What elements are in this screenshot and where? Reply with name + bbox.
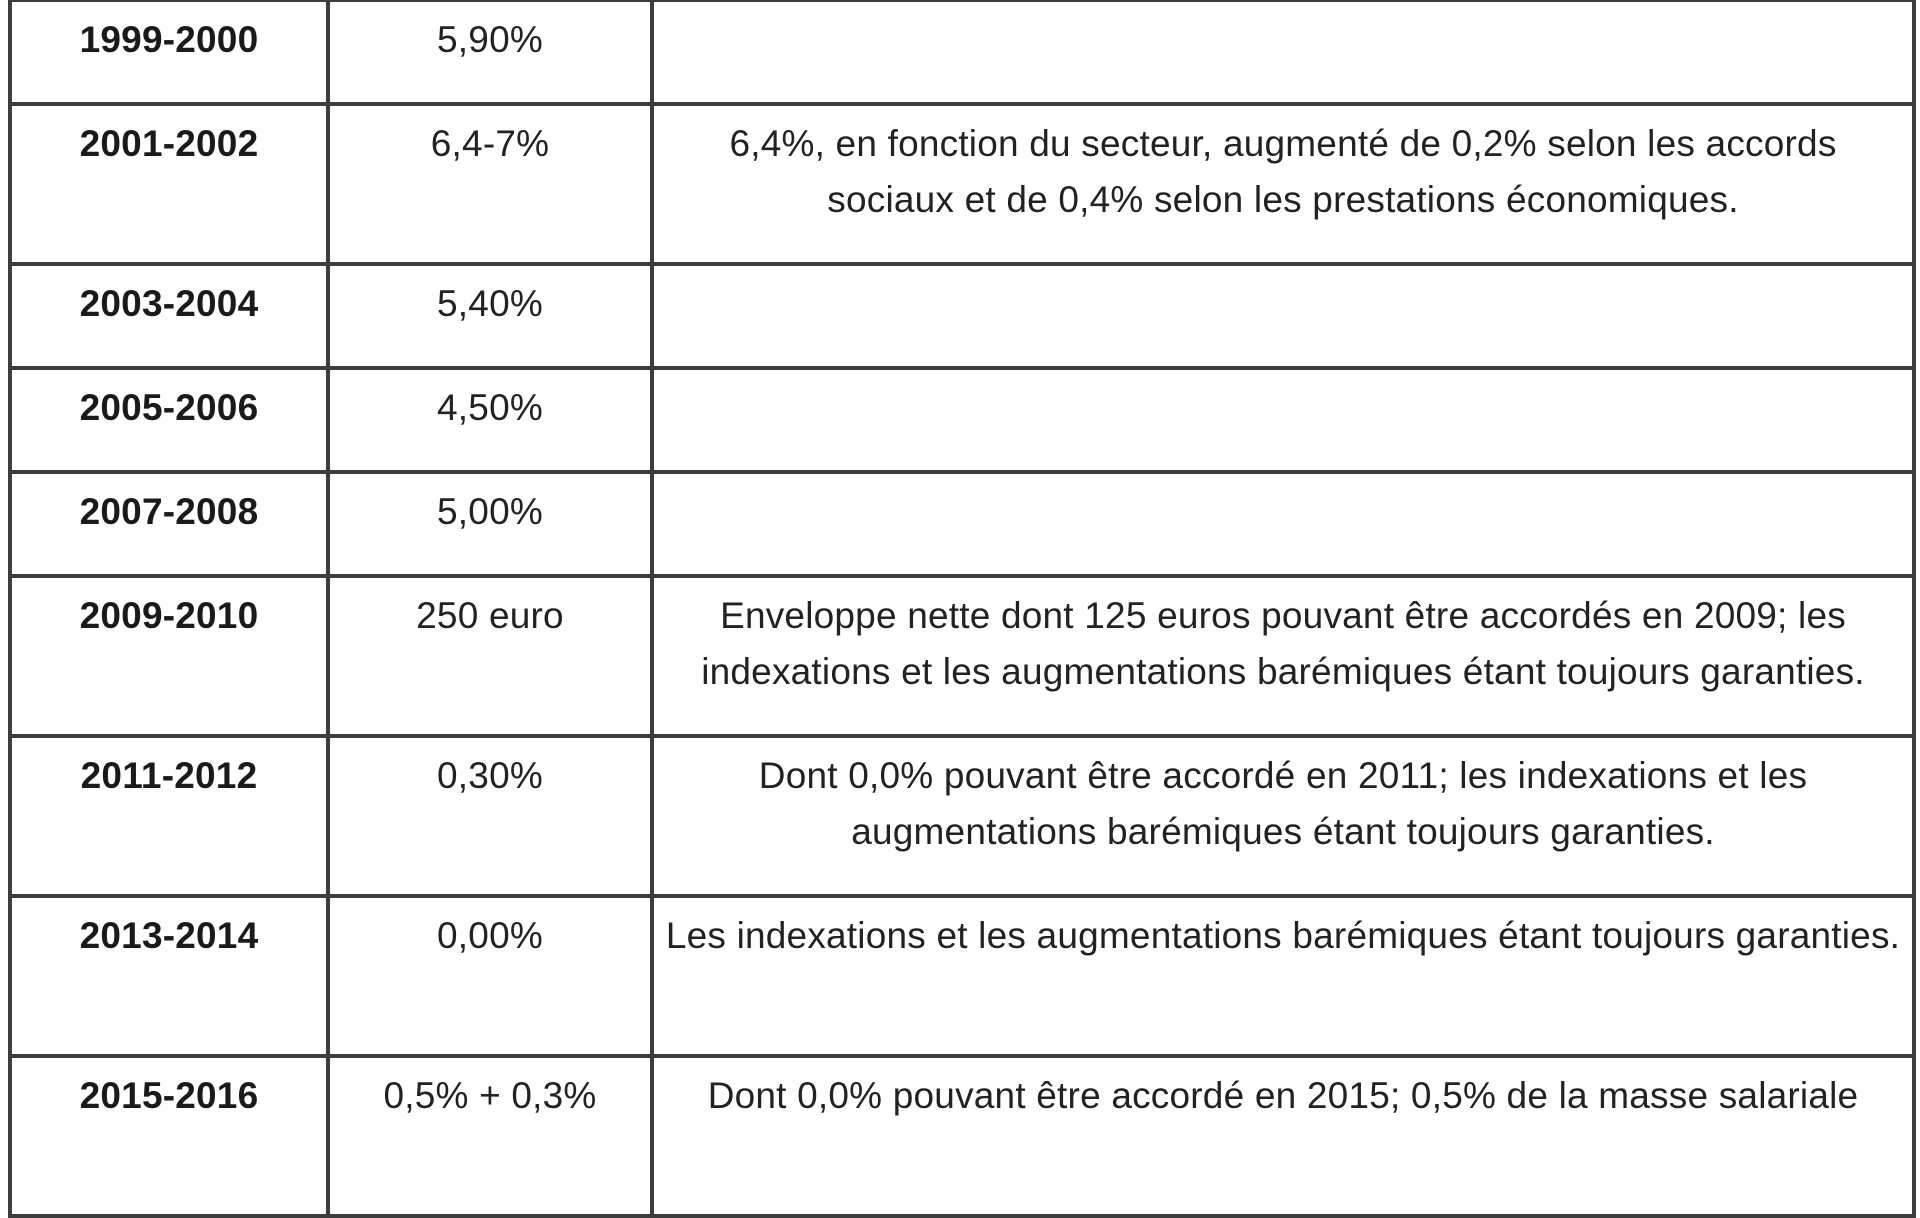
table-row: [10, 896, 1914, 1056]
increase-cell: 5,00%: [328, 472, 652, 576]
note-cell: [652, 368, 1914, 472]
table-row: [10, 472, 1914, 576]
period-cell: 2015-2016: [10, 1056, 328, 1216]
note-cell: [652, 0, 1914, 104]
increase-cell: 4,50%: [328, 368, 652, 472]
table-row: [10, 1056, 1914, 1216]
increase-cell: 6,4-7%: [328, 104, 652, 264]
period-cell: 2003-2004: [10, 264, 328, 368]
increase-cell: 0,30%: [328, 736, 652, 896]
increase-cell: 5,40%: [328, 264, 652, 368]
note-cell: Enveloppe nette dont 125 euros pouvant être accordés en 2009; les indexations et les augmentations barémiques étant toujours garanties.: [652, 576, 1914, 736]
period-cell: 2001-2002: [10, 104, 328, 264]
period-cell: 2009-2010: [10, 576, 328, 736]
period-cell: 2005-2006: [10, 368, 328, 472]
wage-norm-table: [8, 0, 1916, 1218]
note-cell: Dont 0,0% pouvant être accordé en 2011; les indexations et les augmentations barémiques étant toujours garanties.: [652, 736, 1914, 896]
table-row: [10, 736, 1914, 896]
increase-cell: 0,00%: [328, 896, 652, 1056]
table-row: [10, 104, 1914, 264]
period-cell: 2013-2014: [10, 896, 328, 1056]
note-cell: [652, 472, 1914, 576]
note-cell: Les indexations et les augmentations barémiques étant toujours garanties.: [652, 896, 1914, 1056]
increase-cell: 250 euro: [328, 576, 652, 736]
period-cell: 2011-2012: [10, 736, 328, 896]
table-row: [10, 576, 1914, 736]
table-row: [10, 0, 1914, 104]
increase-cell: 0,5% + 0,3%: [328, 1056, 652, 1216]
wage-norm-table-container: [8, 0, 1912, 1218]
table-row: [10, 264, 1914, 368]
increase-cell: 5,90%: [328, 0, 652, 104]
note-cell: Dont 0,0% pouvant être accordé en 2015; 0,5% de la masse salariale: [652, 1056, 1914, 1216]
table-row: [10, 368, 1914, 472]
period-cell: 1999-2000: [10, 0, 328, 104]
note-cell: 6,4%, en fonction du secteur, augmenté de 0,2% selon les accords sociaux et de 0,4% selon les prestations économiques.: [652, 104, 1914, 264]
note-cell: [652, 264, 1914, 368]
period-cell: 2007-2008: [10, 472, 328, 576]
